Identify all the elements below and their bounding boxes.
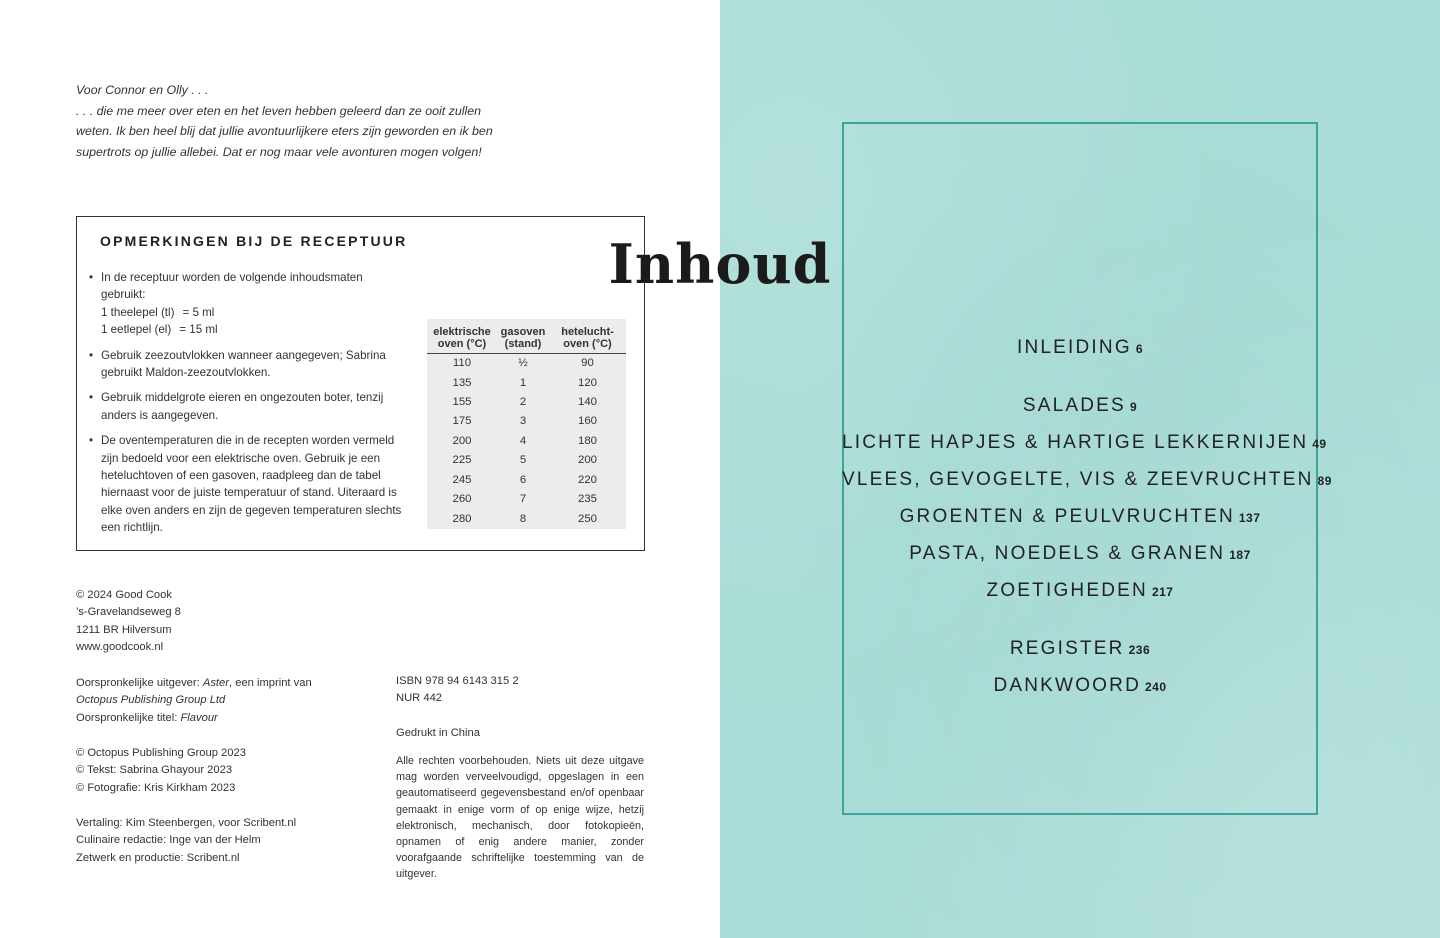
temp-cell: 3 [519, 415, 527, 428]
toc-item-inleiding[interactable] [842, 337, 1318, 359]
publisher-line: 1211 BR Hilversum [76, 623, 172, 636]
temp-cell: 135 [452, 376, 472, 389]
toc-item-label: DANKWOORD [993, 675, 1141, 696]
table-row [427, 490, 626, 509]
credits [76, 815, 296, 867]
temp-cell: 6 [519, 473, 527, 486]
credit-line: Vertaling: Kim Steenbergen, voor Scribent.nl [76, 817, 297, 829]
toc-item-vlees[interactable] [842, 469, 1332, 491]
copyright-line: © Tekst: Sabrina Ghayour 2023 [76, 764, 233, 777]
toc-item-label: GROENTEN & PEULVRUCHTEN [899, 506, 1235, 527]
original-publisher-group [76, 692, 312, 709]
copyright-line: © Octopus Publishing Group 2023 [76, 747, 246, 759]
temp-cell: 235 [577, 493, 597, 506]
toc-item-groenten[interactable] [842, 506, 1318, 528]
table-row [427, 451, 626, 470]
credit-line: Culinaire redactie: Inge van der Helm [76, 834, 261, 847]
temp-cell: 2 [519, 395, 527, 408]
nur-code: NUR 442 [396, 692, 443, 705]
toc-item-label: SALADES [1022, 395, 1126, 416]
temp-cell: 200 [577, 454, 597, 467]
toc-item-label: LICHTE HAPJES & HARTIGE LEKKERNIJEN [842, 432, 1309, 453]
temp-cell: 260 [452, 493, 472, 506]
measure-teaspoon [101, 304, 409, 321]
toc-item-lichte-hapjes[interactable] [842, 432, 1327, 454]
temp-header-electric: elektrische oven (°C) [433, 326, 491, 350]
measure-teaspoon-label: 1 theelepel (tl) [101, 305, 175, 319]
temp-cell: 120 [577, 376, 597, 389]
toc-item-dankwoord[interactable] [842, 675, 1318, 697]
measure-tablespoon [101, 321, 409, 338]
oven-temperature-table [427, 319, 626, 529]
toc-item-page: 137 [1238, 511, 1261, 525]
toc-item-page: 187 [1229, 548, 1251, 562]
original-publisher-line [76, 675, 312, 692]
notes-item-eggs: • Gebruik middelgrote eieren en ongezouten boter, tenzij anders is aangegeven. [89, 389, 409, 424]
measures-intro: In de receptuur worden de volgende inhoudsmaten gebruikt: [101, 271, 363, 302]
table-row [427, 393, 626, 412]
original-title-label: Oorspronkelijke titel: [76, 711, 181, 724]
toc-item-page: 49 [1312, 437, 1327, 451]
toc-item-salades[interactable] [842, 395, 1318, 417]
temp-cell: 250 [577, 512, 597, 525]
temp-cell: 220 [577, 473, 597, 486]
original-title-line [76, 710, 312, 727]
temp-cell: 4 [519, 434, 527, 447]
notes-item-salt: • Gebruik zeezoutvlokken wanneer aangegeven; Sabrina gebruikt Maldon-zeezoutvlokken. [89, 347, 409, 382]
temp-cell: 175 [452, 415, 472, 428]
publisher-address [76, 587, 181, 657]
temp-cell: ½ [518, 357, 528, 370]
dedication-greeting: Voor Connor en Olly . . . [76, 83, 209, 97]
original-publisher-name: Aster [202, 677, 229, 689]
toc-item-label: PASTA, NOEDELS & GRANEN [909, 543, 1226, 564]
table-row [427, 471, 626, 490]
original-publisher [76, 675, 312, 727]
temp-cell: 155 [452, 395, 472, 408]
notes-title: OPMERKINGEN BIJ DE RECEPTUUR [100, 233, 408, 249]
original-publisher-label: Oorspronkelijke uitgever: [76, 677, 203, 689]
isbn: ISBN 978 94 6143 315 2 [396, 675, 519, 687]
temp-cell: 140 [577, 395, 597, 408]
isbn-block [396, 673, 519, 708]
temp-cell: 7 [519, 493, 527, 506]
temp-cell: 1 [519, 376, 527, 389]
temp-cell: 180 [577, 434, 597, 447]
table-row [427, 412, 626, 431]
toc-item-label: ZOETIGHEDEN [986, 580, 1148, 601]
toc-item-page: 6 [1135, 342, 1143, 356]
table-row [427, 509, 626, 529]
toc-item-page: 240 [1145, 680, 1167, 694]
measure-tablespoon-label: 1 eetlepel (el) [101, 323, 172, 337]
notes-list [89, 269, 409, 545]
publisher-line: © 2024 Good Cook [76, 589, 172, 601]
measure-teaspoon-value: = 5 ml [182, 305, 215, 319]
copyright-line: © Fotografie: Kris Kirkham 2023 [76, 781, 236, 794]
toc-item-page: 217 [1151, 585, 1174, 599]
original-publisher-group-name: Octopus Publishing Group Ltd [76, 694, 226, 707]
temp-cell: 225 [452, 454, 472, 467]
toc-item-label: INLEIDING [1016, 337, 1132, 358]
toc-item-page: 89 [1317, 474, 1332, 488]
copyright-lines [76, 745, 246, 797]
table-row [427, 373, 626, 392]
temp-cell: 5 [519, 454, 527, 467]
toc-item-zoetigheden[interactable] [842, 580, 1318, 602]
toc-item-label: REGISTER [1009, 638, 1125, 659]
temp-cell: 110 [452, 357, 472, 370]
temp-cell: 200 [452, 434, 472, 447]
temp-cell: 160 [577, 415, 597, 428]
toc-item-label: VLEES, GEVOGELTE, VIS & ZEEVRUCHTEN [842, 469, 1314, 490]
table-row [427, 432, 626, 451]
toc-item-page: 9 [1129, 400, 1138, 414]
temp-header-gas: gasoven (stand) [500, 326, 546, 350]
temp-header-hot-air: hetelucht-oven (°C) [561, 326, 614, 350]
toc-item-register[interactable] [842, 638, 1318, 660]
toc-item-page: 236 [1128, 643, 1151, 657]
measure-tablespoon-value: = 15 ml [179, 323, 218, 337]
printed-in: Gedrukt in China [396, 727, 480, 739]
temp-cell: 8 [519, 512, 527, 525]
table-row [427, 354, 626, 374]
publisher-line: ’s-Gravelandseweg 8 [76, 606, 181, 619]
temp-cell: 245 [452, 473, 472, 486]
dedication [76, 80, 496, 162]
original-publisher-suffix: , een imprint van [228, 677, 312, 689]
temp-table-header-row [427, 319, 626, 354]
temp-cell: 90 [581, 357, 594, 370]
rights-notice: Alle rechten voorbehouden. Niets uit deze uitgave mag worden verveelvoudigd, opgeslagen in een geautomatiseerd gegevensbestand en/of openbaar gemaakt in enige vorm of op enige wijze, hetzij elektronisch, mechanisch, door fotokopieën, opnamen of enig andere manier, zonder voorafgaande schriftelijke toestemming van de uitgever. [396, 755, 644, 881]
dedication-text: . . . die me meer over eten en het leven hebben geleerd dan ze ooit zullen weten. Ik ben heel blij dat jullie avontuurlijkere eters zijn geworden en ik ben supertrots op jullie allebei. Dat er nog maar vele avonturen mogen volgen! [76, 103, 493, 159]
temp-cell: 280 [452, 512, 472, 525]
notes-item-oven: • De oventemperaturen die in de recepten worden vermeld zijn bedoeld voor een elektrische oven. Gebruik je een heteluchtoven of een gasoven, raadpleeg dan de tabel hiernaast voor de juiste temperatuur of stand. Uiteraard is elke oven anders en zijn de gegeven temperaturen slechts een richtlijn. [89, 432, 409, 536]
toc-title: Inhoud [608, 232, 832, 296]
credit-line: Zetwerk en productie: Scribent.nl [76, 851, 240, 864]
publisher-website: www.goodcook.nl [76, 641, 164, 654]
toc-item-pasta[interactable] [842, 543, 1318, 565]
original-title: Flavour [180, 711, 218, 724]
